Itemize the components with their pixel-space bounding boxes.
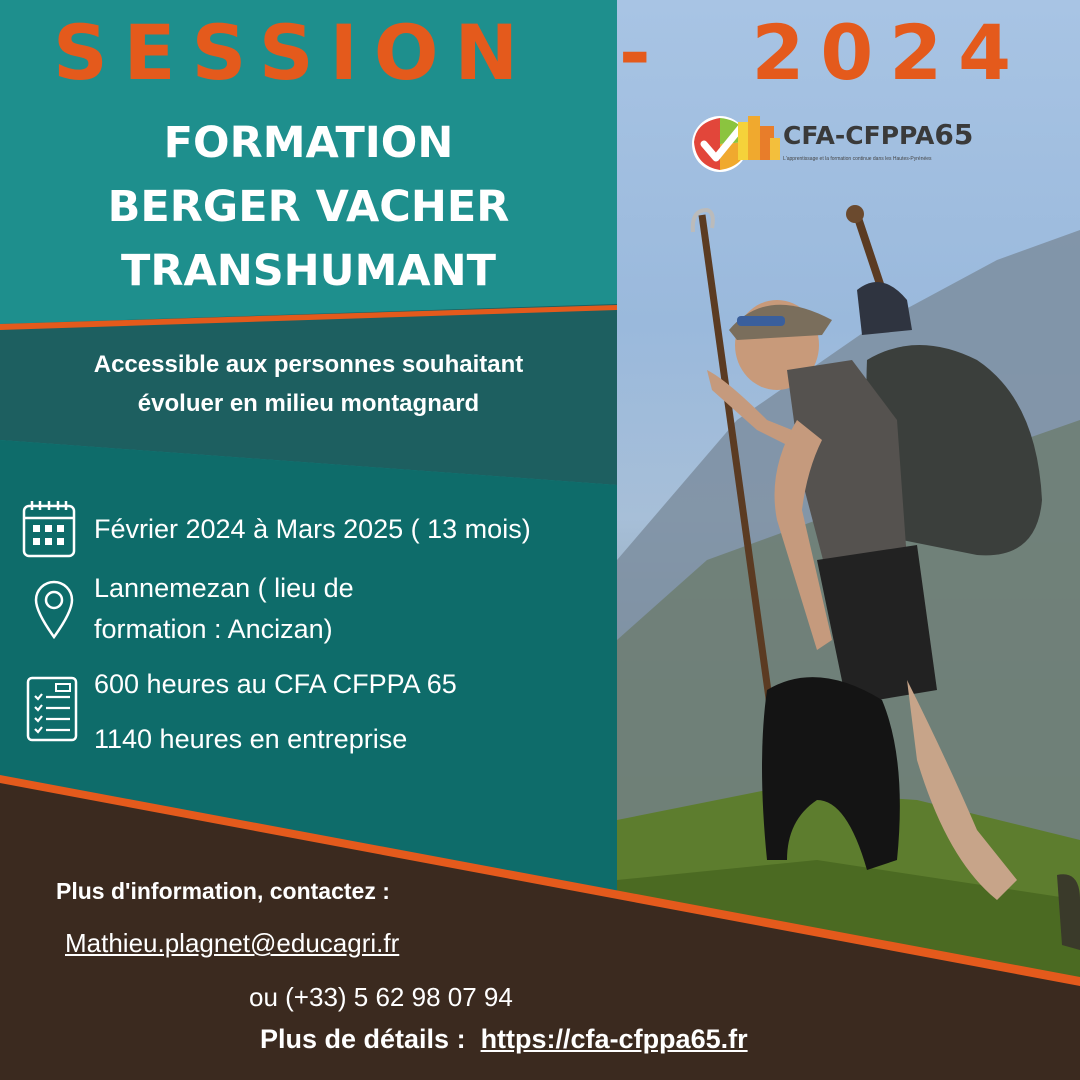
title-line-2: BERGER VACHER	[107, 182, 510, 232]
hours-cfa-text: 600 heures au CFA CFPPA 65	[94, 669, 457, 699]
calendar-icon	[22, 500, 76, 558]
subtitle-line-1: Accessible aux personnes souhaitant	[93, 351, 524, 378]
location-pin-icon	[30, 578, 78, 640]
dates-text: Février 2024 à Mars 2025 ( 13 mois)	[94, 514, 531, 544]
logo-mark-icon	[686, 112, 782, 174]
logo-title	[783, 118, 973, 151]
title-line-3: TRANSHUMANT	[121, 246, 496, 296]
email-link[interactable]: Mathieu.plagnet@educagri.fr	[65, 928, 400, 958]
details-line	[260, 1024, 748, 1055]
checklist-icon	[26, 676, 78, 742]
title-line-1: FORMATION	[163, 118, 454, 168]
location-text-line-1: Lannemezan ( lieu de	[94, 573, 354, 603]
cfa-cfppa-logo	[686, 112, 974, 174]
logo-tagline: L'apprentissage et la formation continue dans les Hautes-Pyrénées	[783, 156, 932, 162]
contact-heading: Plus d'information, contactez :	[56, 878, 390, 904]
logo-number: 65	[934, 118, 974, 151]
website-link[interactable]: https://cfa-cfppa65.fr	[480, 1024, 748, 1054]
subtitle-line-2: évoluer en milieu montagnard	[137, 390, 480, 417]
session-headline: SESSION - 2024	[52, 8, 1028, 97]
location-text-line-2: formation : Ancizan)	[94, 614, 333, 644]
details-label: Plus de détails :	[260, 1024, 481, 1054]
hours-company-text: 1140 heures en entreprise	[94, 724, 408, 754]
phone-number: ou (+33) 5 62 98 07 94	[249, 982, 513, 1012]
logo-name: CFA-CFPPA	[783, 121, 935, 150]
